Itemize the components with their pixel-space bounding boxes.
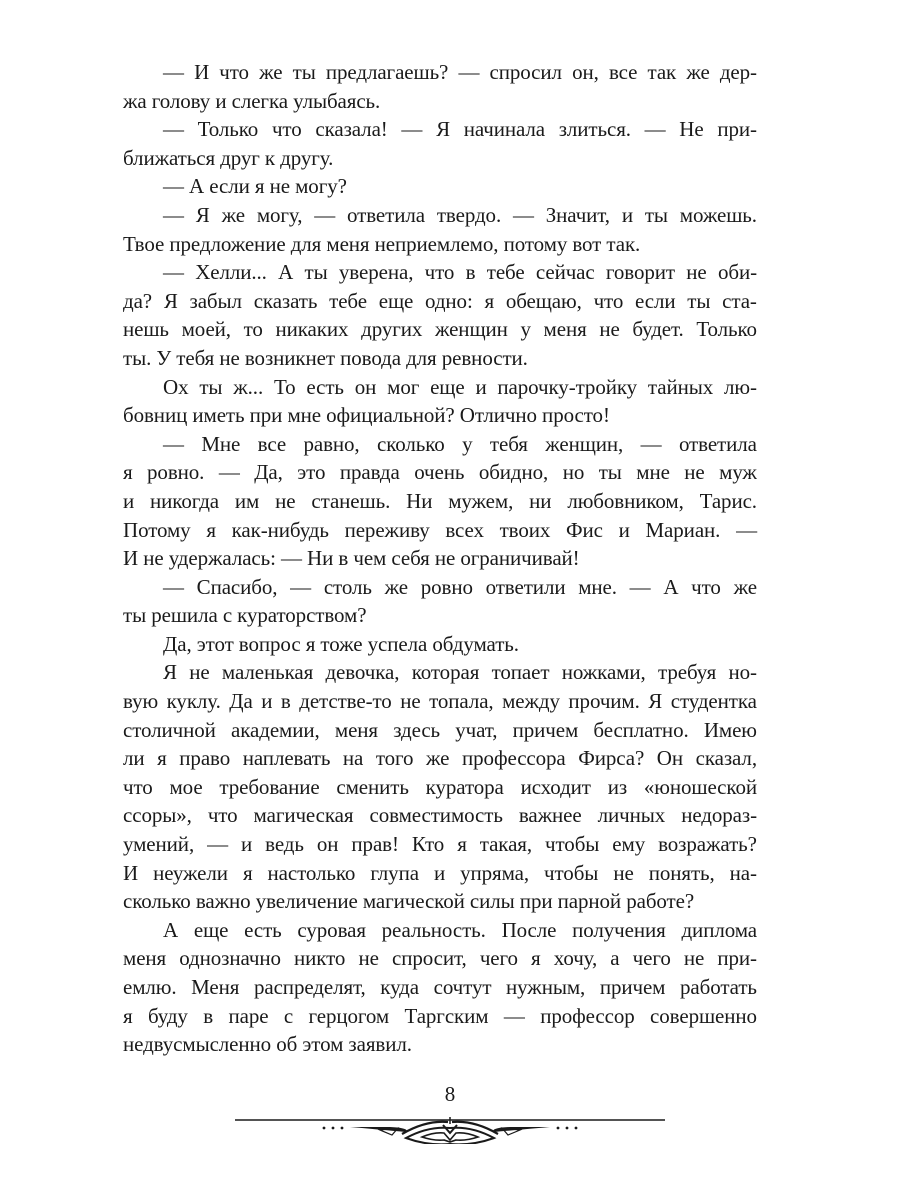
text-line (123, 58, 757, 87)
word: меня (334, 717, 378, 742)
word: ж... (233, 374, 264, 399)
decorative-rule-ornament-icon (230, 1108, 670, 1144)
word: мое (169, 774, 203, 799)
word: топает (491, 660, 550, 685)
word: что (123, 774, 153, 799)
word: еще (430, 374, 465, 399)
word: право (179, 746, 231, 771)
word: топала, (429, 689, 494, 714)
word: бесплатно. (593, 717, 689, 742)
word: а (610, 946, 620, 971)
word: герцогом (308, 1003, 390, 1028)
word: — (644, 117, 666, 142)
word: это (297, 460, 326, 485)
text-line: ты. У тебя не возникнет повода для ревности. (123, 345, 528, 370)
word: ты (687, 288, 711, 313)
text-line (123, 458, 757, 487)
word: прав! (351, 832, 399, 857)
word: муж (719, 460, 757, 485)
word: правда (339, 460, 400, 485)
word: — (629, 574, 651, 599)
word: настолько (267, 860, 356, 885)
word: же (384, 574, 408, 599)
word: ровно. (147, 460, 205, 485)
word: — (640, 431, 662, 456)
word: здесь (393, 717, 441, 742)
word: работать (680, 975, 757, 999)
word: же (686, 60, 710, 84)
word: — (736, 517, 757, 542)
word: недораз- (681, 803, 757, 828)
word: академии, (231, 717, 320, 742)
word: не (400, 689, 421, 714)
text-line (123, 1002, 757, 1031)
word: профессор (540, 1003, 635, 1028)
word: ведь (265, 832, 304, 857)
word: в (203, 1003, 214, 1028)
word: Значит, (545, 202, 610, 227)
word: Имею (703, 717, 757, 742)
text-line (123, 430, 757, 459)
word: я (206, 517, 216, 542)
word: не (686, 260, 707, 285)
word: спросит, (391, 946, 467, 971)
word: при- (717, 117, 757, 142)
word: ты (598, 460, 622, 485)
word: ста- (722, 288, 757, 313)
word: женщин, (545, 431, 624, 456)
word: понять, (648, 860, 715, 885)
word: И (123, 860, 139, 885)
word: ответила (678, 431, 757, 456)
word: злиться. (558, 117, 631, 142)
word: Только (696, 317, 757, 342)
word: так (647, 60, 677, 84)
word: А (278, 260, 294, 285)
word: женщин (434, 317, 508, 342)
text-line: жа голову и слегка улыбаясь. (123, 88, 381, 113)
word: что (593, 288, 624, 313)
word: чтобы (545, 832, 600, 857)
word: ты (304, 260, 328, 285)
word: сказать (253, 288, 318, 313)
word: Я (163, 660, 177, 685)
word: я (242, 860, 253, 885)
text-line (123, 801, 757, 830)
word: же (426, 746, 450, 771)
word: куратора (425, 774, 504, 799)
word: возражать? (658, 832, 757, 857)
text-line (123, 859, 757, 888)
word: буду (147, 1003, 188, 1028)
word: Таргским (404, 1003, 489, 1028)
word: Ох (163, 374, 189, 399)
word: упряма, (460, 860, 530, 885)
word: я (531, 946, 541, 971)
word: того (375, 746, 414, 771)
word: начинала (463, 117, 545, 142)
word: в (280, 689, 291, 714)
text-line: ты решила с кураторством? (123, 603, 367, 628)
word: не (599, 317, 620, 342)
word: девочка, (325, 660, 400, 685)
word: дер- (719, 60, 757, 84)
word: — (163, 260, 184, 285)
word: сказал, (695, 746, 757, 771)
word: еще (378, 288, 414, 313)
word: меня (123, 946, 167, 971)
word: у (462, 431, 473, 456)
word: После (501, 917, 557, 942)
word: Я (163, 288, 178, 313)
text-line (123, 773, 757, 802)
word: Хелли... (195, 260, 267, 285)
word: распределят, (253, 975, 366, 999)
word: обещаю, (505, 288, 582, 313)
word: он (316, 832, 339, 857)
word: Не (679, 117, 704, 142)
word: совместимость (369, 803, 503, 828)
word: у (520, 317, 531, 342)
text-line (123, 916, 757, 945)
word: совершенно (650, 1003, 757, 1028)
text-line (123, 830, 757, 859)
word: куда (380, 975, 419, 999)
word: очень (414, 460, 465, 485)
word: Кто (411, 832, 445, 857)
word: Потому (123, 517, 191, 542)
word: уверена, (338, 260, 414, 285)
word: же (733, 574, 757, 599)
text-line (123, 516, 757, 545)
word: «юношеской (643, 774, 757, 799)
word: что (424, 260, 455, 285)
word: студентка (670, 689, 757, 714)
text-line (123, 201, 757, 230)
word: ты (644, 202, 668, 227)
word: же (259, 60, 283, 84)
word: между (502, 689, 560, 714)
word: что (219, 60, 249, 84)
word: — (218, 460, 240, 485)
word: требование (219, 774, 320, 799)
word: будет. (632, 317, 684, 342)
word: мне (636, 460, 670, 485)
word: оби- (717, 260, 757, 285)
word: обидно, (478, 460, 549, 485)
word: неужели (153, 860, 228, 885)
word: меня (543, 317, 587, 342)
word: твердо. (436, 202, 502, 227)
word: все (257, 431, 287, 456)
word: глупа (370, 860, 419, 885)
word: Меня (191, 975, 240, 999)
text-line (123, 287, 757, 316)
word: но (562, 460, 585, 485)
word: никто (294, 946, 346, 971)
word: парочку-тройку (497, 374, 638, 399)
word: он, (572, 60, 599, 84)
word: он (354, 374, 377, 399)
word: если (635, 288, 676, 313)
word: на- (729, 860, 757, 885)
page-number: 8 (444, 1082, 456, 1106)
word: куклу. (166, 689, 221, 714)
text-line (123, 716, 757, 745)
word: — (401, 117, 423, 142)
word: забыл (189, 288, 242, 313)
text-line (123, 373, 757, 402)
word: ли (123, 746, 145, 771)
word: мог (387, 374, 420, 399)
word: — (290, 574, 312, 599)
word: — (163, 431, 184, 456)
word: я (157, 746, 167, 771)
text-line: недвусмысленно об этом заявил. (123, 1032, 412, 1057)
word: чего (632, 946, 671, 971)
word: маленькая (221, 660, 314, 685)
word: — (512, 202, 534, 227)
word: столичной (123, 717, 216, 742)
word: — (207, 832, 229, 857)
word: столь (323, 574, 372, 599)
word: чтобы (544, 860, 599, 885)
word: — (458, 60, 480, 84)
text-line (123, 687, 757, 716)
word: есть (306, 374, 344, 399)
word: сколько (376, 431, 445, 456)
word: Тарис. (699, 488, 757, 513)
word: такая, (479, 832, 533, 857)
word: — (163, 117, 184, 142)
word: я (457, 832, 467, 857)
word: Мне (201, 431, 241, 456)
word: еще (193, 917, 229, 942)
word: ему (612, 832, 646, 857)
word: им (234, 488, 260, 513)
word: магическая (253, 803, 354, 828)
word: паре (228, 1003, 269, 1028)
word: из (607, 774, 628, 799)
word: хочу, (553, 946, 598, 971)
word: тебя (489, 431, 528, 456)
word: я (123, 460, 133, 485)
word: моей, (181, 317, 231, 342)
word: мне. (578, 574, 617, 599)
word: никогда (150, 488, 220, 513)
word: и (621, 202, 633, 227)
word: я (484, 288, 495, 313)
word: да? (123, 288, 153, 313)
word: есть (244, 917, 282, 942)
word: станешь. (311, 488, 391, 513)
word: — (503, 1003, 525, 1028)
text-line (123, 658, 757, 687)
word: Да (229, 689, 253, 714)
word: нужным, (506, 975, 586, 999)
text-line (123, 744, 757, 773)
text-line: ближаться друг к другу. (123, 145, 334, 170)
word: тебе (329, 288, 367, 313)
page-footer (0, 1082, 900, 1142)
word: Да, (254, 460, 283, 485)
word: Я (436, 117, 450, 142)
word: ответили (485, 574, 566, 599)
word: требуя (657, 660, 717, 685)
word: то (243, 317, 263, 342)
text-line (123, 258, 757, 287)
text-line: Твое предложение для меня неприемлемо, потому вот так. (123, 231, 641, 256)
word: Я (195, 202, 210, 227)
word: — (163, 574, 184, 599)
word: ответила (347, 202, 425, 227)
word: Только (197, 117, 259, 142)
word: других (361, 317, 423, 342)
word: которая (411, 660, 480, 685)
word: не (189, 660, 210, 685)
word: профессора (462, 746, 566, 771)
word: можешь. (679, 202, 757, 227)
word: чего (479, 946, 518, 971)
word: все (608, 60, 638, 84)
word: любовником, (567, 488, 684, 513)
word: И (194, 60, 210, 84)
word: детстве-то (299, 689, 392, 714)
text-line: Да, этот вопрос я тоже успела обдумать. (163, 631, 519, 656)
word: не (613, 860, 634, 885)
word: исходит (520, 774, 591, 799)
word: емлю. (123, 975, 177, 999)
word: учат, (455, 717, 498, 742)
word: Фис (566, 517, 603, 542)
word: как-нибудь (231, 517, 329, 542)
word: на (342, 746, 364, 771)
word: и (433, 860, 446, 885)
word: что (207, 803, 238, 828)
word: ты (199, 374, 223, 399)
word: А (663, 574, 679, 599)
word: однозначно (179, 946, 281, 971)
page-body-text (123, 58, 757, 1059)
word: могу, (256, 202, 303, 227)
word: получения (572, 917, 666, 942)
text-line: сколько важно увеличение магической силы при парной работе? (123, 889, 695, 914)
text-line (123, 315, 757, 344)
word: тебе (486, 260, 525, 285)
word: что (271, 117, 302, 142)
word: всех (445, 517, 484, 542)
text-line (123, 115, 757, 144)
word: вую (123, 689, 159, 714)
word: равно, (303, 431, 360, 456)
word: сейчас (535, 260, 595, 285)
word: я (123, 1003, 133, 1028)
word: говорит (605, 260, 675, 285)
word: в (465, 260, 476, 285)
word: — (163, 60, 184, 84)
word: реальность. (381, 917, 486, 942)
word: тайных (647, 374, 714, 399)
word: ни (529, 488, 552, 513)
word: и (618, 517, 630, 542)
word: А (163, 917, 179, 942)
word: наплевать (242, 746, 331, 771)
word: не (358, 946, 379, 971)
word: Он (656, 746, 684, 771)
text-line (123, 944, 757, 973)
word: умений, (123, 832, 195, 857)
word: причем (512, 717, 579, 742)
word: Я (648, 689, 663, 714)
text-line: И не удержалась: — Ни в чем себя не ограничивай! (123, 546, 580, 571)
word: и (241, 832, 253, 857)
word: не (684, 460, 705, 485)
word: То (273, 374, 296, 399)
word: прочим. (568, 689, 640, 714)
word: ты (292, 60, 316, 84)
text-line (123, 973, 757, 1002)
word: лю- (724, 374, 757, 399)
word: сказала! (315, 117, 388, 142)
word: не (683, 946, 705, 971)
text-line (123, 487, 757, 516)
word: Мариан. (645, 517, 721, 542)
word: и (123, 488, 135, 513)
word: Фирса? (578, 746, 645, 771)
word: спросил (489, 60, 562, 84)
word: ссоры», (123, 803, 192, 828)
word: мужем, (448, 488, 514, 513)
word: и (261, 689, 273, 714)
text-line: — А если я не могу? (163, 174, 347, 199)
word: сочтут (433, 975, 492, 999)
word: нешь (123, 317, 169, 342)
word: важнее (518, 803, 582, 828)
word: — (163, 202, 184, 227)
word: причем (599, 975, 666, 999)
word: — (314, 202, 336, 227)
word: предлагаешь? (325, 60, 449, 84)
word: при- (717, 946, 757, 971)
word: диплома (681, 917, 757, 942)
word: что (691, 574, 721, 599)
text-line: бовниц иметь при мне официальной? Отлично просто! (123, 403, 610, 428)
word: ровно (420, 574, 473, 599)
word: Спасибо, (196, 574, 278, 599)
word: но- (728, 660, 757, 685)
word: личных (597, 803, 666, 828)
word: сменить (336, 774, 409, 799)
word: и (475, 374, 487, 399)
word: ножками, (561, 660, 646, 685)
word: с (283, 1003, 294, 1028)
word: одно: (425, 288, 473, 313)
word: никаких (275, 317, 349, 342)
word: суровая (297, 917, 366, 942)
word: Ни (406, 488, 433, 513)
word: не (275, 488, 296, 513)
word: же (221, 202, 245, 227)
word: переживу (344, 517, 430, 542)
text-line (123, 573, 757, 602)
word: твоих (499, 517, 551, 542)
